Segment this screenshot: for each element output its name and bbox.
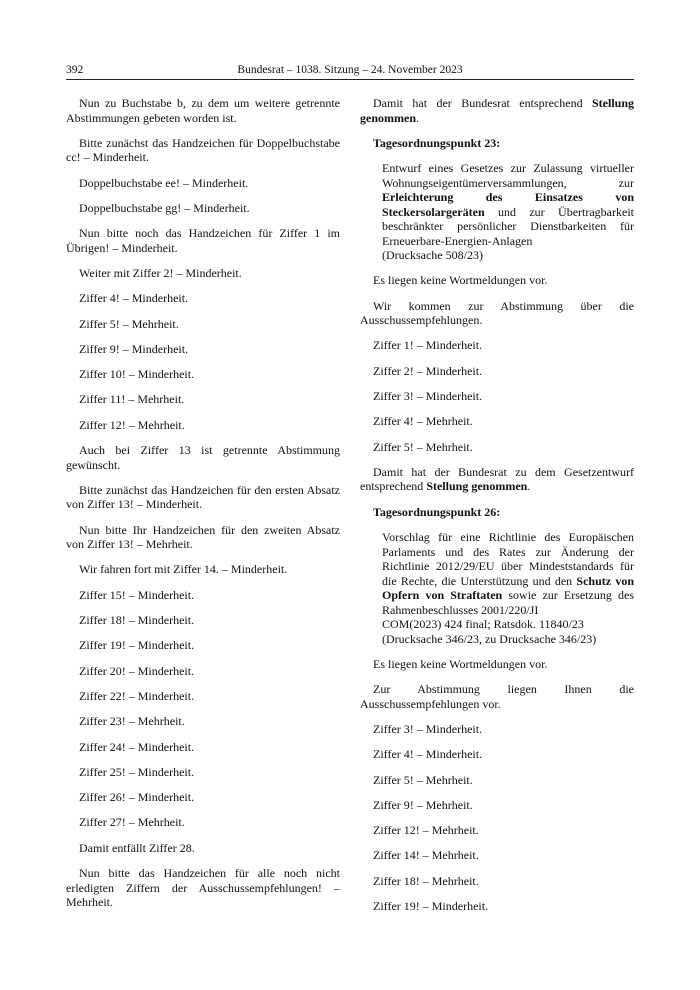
paragraph: Doppelbuchstabe gg! – Minderheit. (79, 200, 250, 215)
vote-line: Ziffer 25! – Minderheit. (79, 764, 195, 779)
page-header (66, 63, 634, 80)
vote-line: Ziffer 18! – Mehrheit. (373, 873, 479, 888)
paragraph: Nun zu Buchstabe b, zu dem um weitere getrennte Abstimmungen gebeten worden ist. (66, 96, 340, 125)
paragraph: Wir kommen zur Abstimmung über die Ausschussempfehlungen. (360, 298, 634, 328)
paragraph: Es liegen keine Wortmeldungen vor. (373, 273, 548, 288)
vote-line: Ziffer 2! – Minderheit. (373, 363, 483, 378)
right-column (360, 96, 634, 924)
vote-line: Ziffer 5! – Mehrheit. (373, 439, 473, 454)
agenda-item-title (360, 161, 634, 263)
vote-line: Ziffer 9! – Minderheit. (79, 341, 189, 356)
vote-line: Ziffer 26! – Minderheit. (79, 790, 195, 805)
paragraph: Zur Abstimmung liegen Ihnen die Ausschussempfehlungen vor. (360, 682, 634, 711)
bold-phrase: Erleichterung des Einsatzes von Steckersolargeräten (382, 190, 634, 219)
paragraph: Damit hat der Bundesrat zu dem Gesetzentwurf entsprechend Stellung genommen. (360, 464, 634, 494)
vote-line: Ziffer 18! – Minderheit. (79, 613, 195, 628)
paragraph: Nun bitte Ihr Handzeichen für den zweiten Absatz von Ziffer 13! – Mehrheit. (66, 522, 340, 552)
agenda-item-text: Vorschlag für eine Richtlinie des Europäischen Parlaments und des Rates zur Änderung der Richtlinie 2012/29/EU über Mindeststandards für die Rechte, die Unterstützung und den Schutz von Opfern von Straftaten sowie zur Ersetzung des Rahmenbeschlusses 2001/220/JI (382, 530, 635, 617)
paragraph: Doppelbuchstabe ee! – Minderheit. (79, 175, 249, 190)
document-reference: COM(2023) 424 final; Ratsdok. 11840/23 (382, 617, 584, 632)
paragraph: Es liegen keine Wortmeldungen vor. (373, 656, 548, 671)
vote-line: Ziffer 27! – Mehrheit. (79, 815, 185, 830)
vote-line: Ziffer 24! – Minderheit. (79, 739, 195, 754)
bold-phrase: Schutz von Opfern von Straftaten (382, 573, 635, 603)
paragraph: Damit hat der Bundesrat entsprechend Stellung genommen. (360, 96, 634, 125)
vote-line: Ziffer 5! – Mehrheit. (373, 772, 473, 787)
vote-line: Ziffer 3! – Minderheit. (373, 721, 483, 736)
vote-line: Ziffer 11! – Mehrheit. (79, 392, 185, 407)
paragraph: Wir fahren fort mit Ziffer 14. – Minderheit. (79, 562, 288, 577)
document-reference: (Drucksache 508/23) (382, 248, 483, 263)
agenda-item-heading: Tagesordnungspunkt 26: (373, 504, 501, 519)
paragraph: Nun bitte das Handzeichen für alle noch nicht erledigten Ziffern der Ausschussempfehlungen! – Mehrheit. (66, 866, 340, 910)
left-column (66, 96, 340, 920)
vote-line: Ziffer 10! – Minderheit. (79, 367, 195, 382)
document-reference: (Drucksache 346/23, zu Drucksache 346/23) (382, 631, 597, 646)
vote-line: Ziffer 19! – Minderheit. (373, 899, 489, 914)
vote-line: Ziffer 4! – Mehrheit. (373, 414, 473, 429)
paragraph: Bitte zunächst das Handzeichen für den ersten Absatz von Ziffer 13! – Minderheit. (66, 482, 340, 512)
paragraph: Damit entfällt Ziffer 28. (79, 840, 195, 855)
vote-line: Ziffer 15! – Minderheit. (79, 587, 195, 602)
vote-line: Ziffer 22! – Minderheit. (79, 688, 195, 703)
paragraph: Nun bitte noch das Handzeichen für Ziffer 1 im Übrigen! – Minderheit. (66, 226, 340, 255)
vote-line: Ziffer 12! – Mehrheit. (373, 823, 479, 838)
bold-phrase: Stellung genommen (360, 96, 634, 125)
vote-line: Ziffer 9! – Mehrheit. (373, 797, 473, 812)
vote-line: Ziffer 4! – Minderheit. (373, 747, 483, 762)
vote-line: Ziffer 14! – Mehrheit. (373, 848, 479, 863)
bold-phrase: Stellung genommen (426, 479, 528, 494)
vote-line: Ziffer 5! – Mehrheit. (79, 316, 179, 331)
vote-line: Ziffer 23! – Mehrheit. (79, 714, 185, 729)
vote-line: Ziffer 4! – Minderheit. (79, 291, 189, 306)
vote-line: Ziffer 19! – Minderheit. (79, 638, 195, 653)
vote-line: Ziffer 20! – Minderheit. (79, 663, 195, 678)
vote-line: Ziffer 1! – Minderheit. (373, 338, 483, 353)
vote-line: Ziffer 12! – Mehrheit. (79, 417, 185, 432)
agenda-item-text: Entwurf eines Gesetzes zur Zulassung virtueller Wohnungseigentümerversammlungen, zur Erleichterung des Einsatzes von Steckersolargeräten und zur Übertragbarkeit beschränkter persönlicher Dienstbarkeiten für Erneuerbare-Energien-Anlagen (382, 161, 634, 248)
agenda-item-heading: Tagesordnungspunkt 23: (373, 135, 501, 150)
running-title: Bundesrat – 1038. Sitzung – 24. November 2023 (237, 64, 463, 76)
paragraph: Bitte zunächst das Handzeichen für Doppelbuchstabe cc! – Minderheit. (66, 135, 340, 165)
agenda-item-title (360, 530, 634, 646)
paragraph: Weiter mit Ziffer 2! – Minderheit. (79, 265, 242, 280)
vote-line: Ziffer 3! – Minderheit. (373, 389, 483, 404)
page-number: 392 (66, 64, 84, 76)
paragraph: Auch bei Ziffer 13 ist getrennte Abstimmung gewünscht. (66, 443, 340, 472)
